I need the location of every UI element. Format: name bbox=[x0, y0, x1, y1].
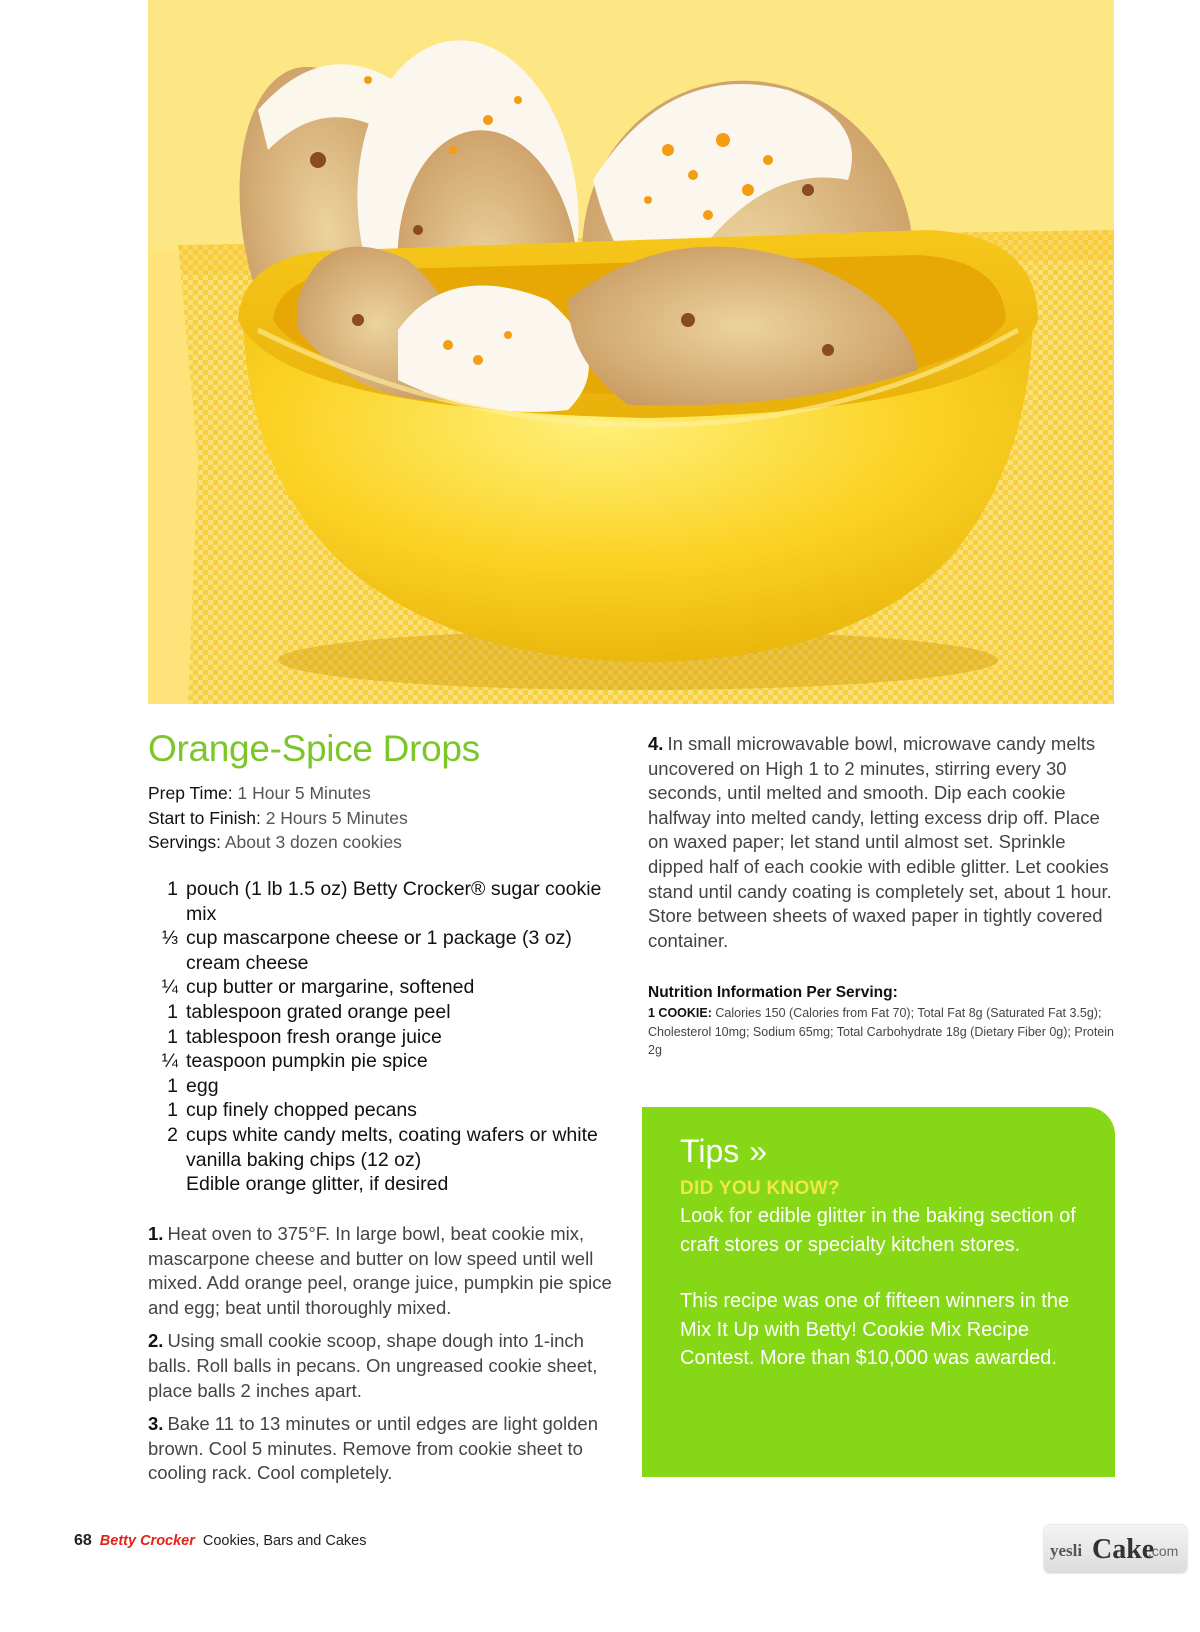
ingredient-qty: ¼ bbox=[161, 1050, 178, 1073]
book-title: Cookies, Bars and Cakes bbox=[202, 1533, 367, 1549]
tips-header bbox=[680, 1133, 1077, 1170]
start-to-finish-label: Start to Finish: bbox=[148, 807, 261, 828]
prep-time-value: 1 Hour 5 Minutes bbox=[237, 783, 371, 803]
tips-paragraph-1: Look for edible glitter in the baking section of craft stores or specialty kitchen stores. bbox=[680, 1205, 1076, 1256]
ingredient-qty: 2 bbox=[167, 1123, 178, 1146]
ingredient-qty: 1 bbox=[167, 1000, 178, 1023]
nutrition-label: 1 COOKIE: bbox=[648, 1006, 712, 1020]
directions-left bbox=[148, 1222, 618, 1495]
ingredient-text: teaspoon pumpkin pie spice bbox=[186, 1050, 428, 1073]
watermark-pre: yesli bbox=[1050, 1541, 1083, 1560]
ingredient-text: tablespoon fresh orange juice bbox=[186, 1025, 442, 1048]
watermark-post: .com bbox=[1148, 1543, 1179, 1559]
step-number: 2. bbox=[148, 1330, 164, 1352]
step-2 bbox=[148, 1329, 618, 1403]
ingredient-qty: 1 bbox=[167, 1074, 178, 1097]
ingredient-item bbox=[148, 1049, 608, 1074]
nutrition-heading: Nutrition Information Per Serving: bbox=[648, 984, 898, 1001]
page-footer bbox=[74, 1532, 367, 1550]
recipe-meta bbox=[148, 781, 408, 855]
ingredient-item bbox=[148, 1123, 608, 1172]
ingredient-item bbox=[148, 926, 608, 975]
recipe-title: Orange-Spice Drops bbox=[148, 728, 480, 769]
ingredient-item bbox=[148, 1098, 608, 1123]
servings-value: About 3 dozen cookies bbox=[224, 832, 402, 852]
step-text: Bake 11 to 13 minutes or until edges are light golden brown. Cool 5 minutes. Remove from cookie sheet to cooling rack. Cool completely. bbox=[148, 1413, 599, 1484]
step-number: 4. bbox=[648, 733, 664, 754]
ingredient-qty: ⅓ bbox=[161, 927, 178, 950]
ingredient-text: pouch (1 lb 1.5 oz) Betty Crocker® sugar cookie mix bbox=[186, 878, 602, 925]
ingredient-item bbox=[148, 1025, 608, 1050]
nutrition-info bbox=[648, 984, 1118, 1060]
double-chevron-icon: » bbox=[749, 1133, 768, 1169]
ingredient-text: egg bbox=[186, 1074, 219, 1097]
step-1 bbox=[148, 1222, 618, 1320]
watermark-logo bbox=[1044, 1525, 1187, 1573]
tips-subheading: DID YOU KNOW? bbox=[680, 1178, 840, 1199]
step-number: 3. bbox=[148, 1413, 164, 1435]
recipe-photo bbox=[148, 0, 1114, 704]
ingredient-item bbox=[148, 1172, 608, 1197]
servings-label: Servings: bbox=[148, 832, 221, 852]
nutrition-body bbox=[648, 1004, 1118, 1060]
ingredient-qty: ¼ bbox=[161, 976, 178, 999]
step-number: 1. bbox=[148, 1223, 164, 1244]
watermark-big: Cake bbox=[1092, 1534, 1155, 1565]
ingredient-qty: 1 bbox=[167, 1025, 178, 1048]
brand-logo: Betty Crocker bbox=[99, 1533, 195, 1549]
ingredient-qty bbox=[148, 1172, 186, 1197]
prep-time-label: Prep Time: bbox=[148, 783, 233, 803]
page-number: 68 bbox=[74, 1532, 92, 1549]
tips-paragraph-2: This recipe was one of fifteen winners in the Mix It Up with Betty! Cookie Mix Recipe Contest. More than $10,000 was awarded. bbox=[680, 1290, 1070, 1369]
ingredient-qty: 1 bbox=[167, 878, 178, 900]
ingredient-text: cup finely chopped pecans bbox=[186, 1099, 417, 1122]
ingredient-item bbox=[148, 1074, 608, 1099]
ingredient-qty: 1 bbox=[167, 1099, 178, 1122]
ingredient-item bbox=[148, 877, 608, 926]
ingredient-item bbox=[148, 1000, 608, 1025]
ingredient-text: cups white candy melts, coating wafers or white vanilla baking chips (12 oz) bbox=[186, 1123, 598, 1171]
ingredient-list bbox=[148, 877, 608, 1197]
ingredient-text: tablespoon grated orange peel bbox=[186, 1000, 451, 1023]
start-to-finish bbox=[148, 806, 408, 831]
step-4 bbox=[648, 732, 1118, 953]
ingredient-text: cup mascarpone cheese or 1 package (3 oz) cream cheese bbox=[186, 927, 572, 974]
ingredient-text: cup butter or margarine, softened bbox=[186, 976, 475, 999]
ingredient-text: Edible orange glitter, if desired bbox=[186, 1173, 449, 1196]
step-text: Heat oven to 375°F. In large bowl, beat cookie mix, mascarpone cheese and butter on low speed until well mixed. Add orange peel, orange juice, pumpkin pie spice and egg; beat until thoroughly mixed. bbox=[148, 1223, 612, 1318]
tips-heading: Tips bbox=[680, 1133, 740, 1169]
ingredient-item bbox=[148, 975, 608, 1000]
tips-box bbox=[642, 1107, 1115, 1477]
step-3 bbox=[148, 1412, 618, 1486]
start-to-finish-value: 2 Hours 5 Minutes bbox=[265, 807, 408, 828]
nutrition-text: Calories 150 (Calories from Fat 70); Total Fat 8g (Saturated Fat 3.5g); Cholesterol 10mg; Sodium 65mg; Total Carbohydrate 18g (Dietary Fiber 0g); Protein 2g bbox=[648, 1006, 1114, 1057]
step-text: In small microwavable bowl, microwave candy melts uncovered on High 1 to 2 minutes, stirring every 30 seconds, until melted and smooth. Dip each cookie halfway into melted candy, letting excess drip off. Place on waxed paper; let stand until almost set. Sprinkle dipped half of each cookie with edible glitter. Let cookies stand until candy coating is completely set, about 1 hour. Store between sheets of waxed paper in tightly covered container. bbox=[648, 733, 1112, 951]
step-text: Using small cookie scoop, shape dough into 1-inch balls. Roll balls in pecans. On ungreased cookie sheet, place balls 2 inches apart. bbox=[148, 1330, 598, 1401]
servings bbox=[148, 830, 408, 855]
prep-time bbox=[148, 781, 408, 806]
